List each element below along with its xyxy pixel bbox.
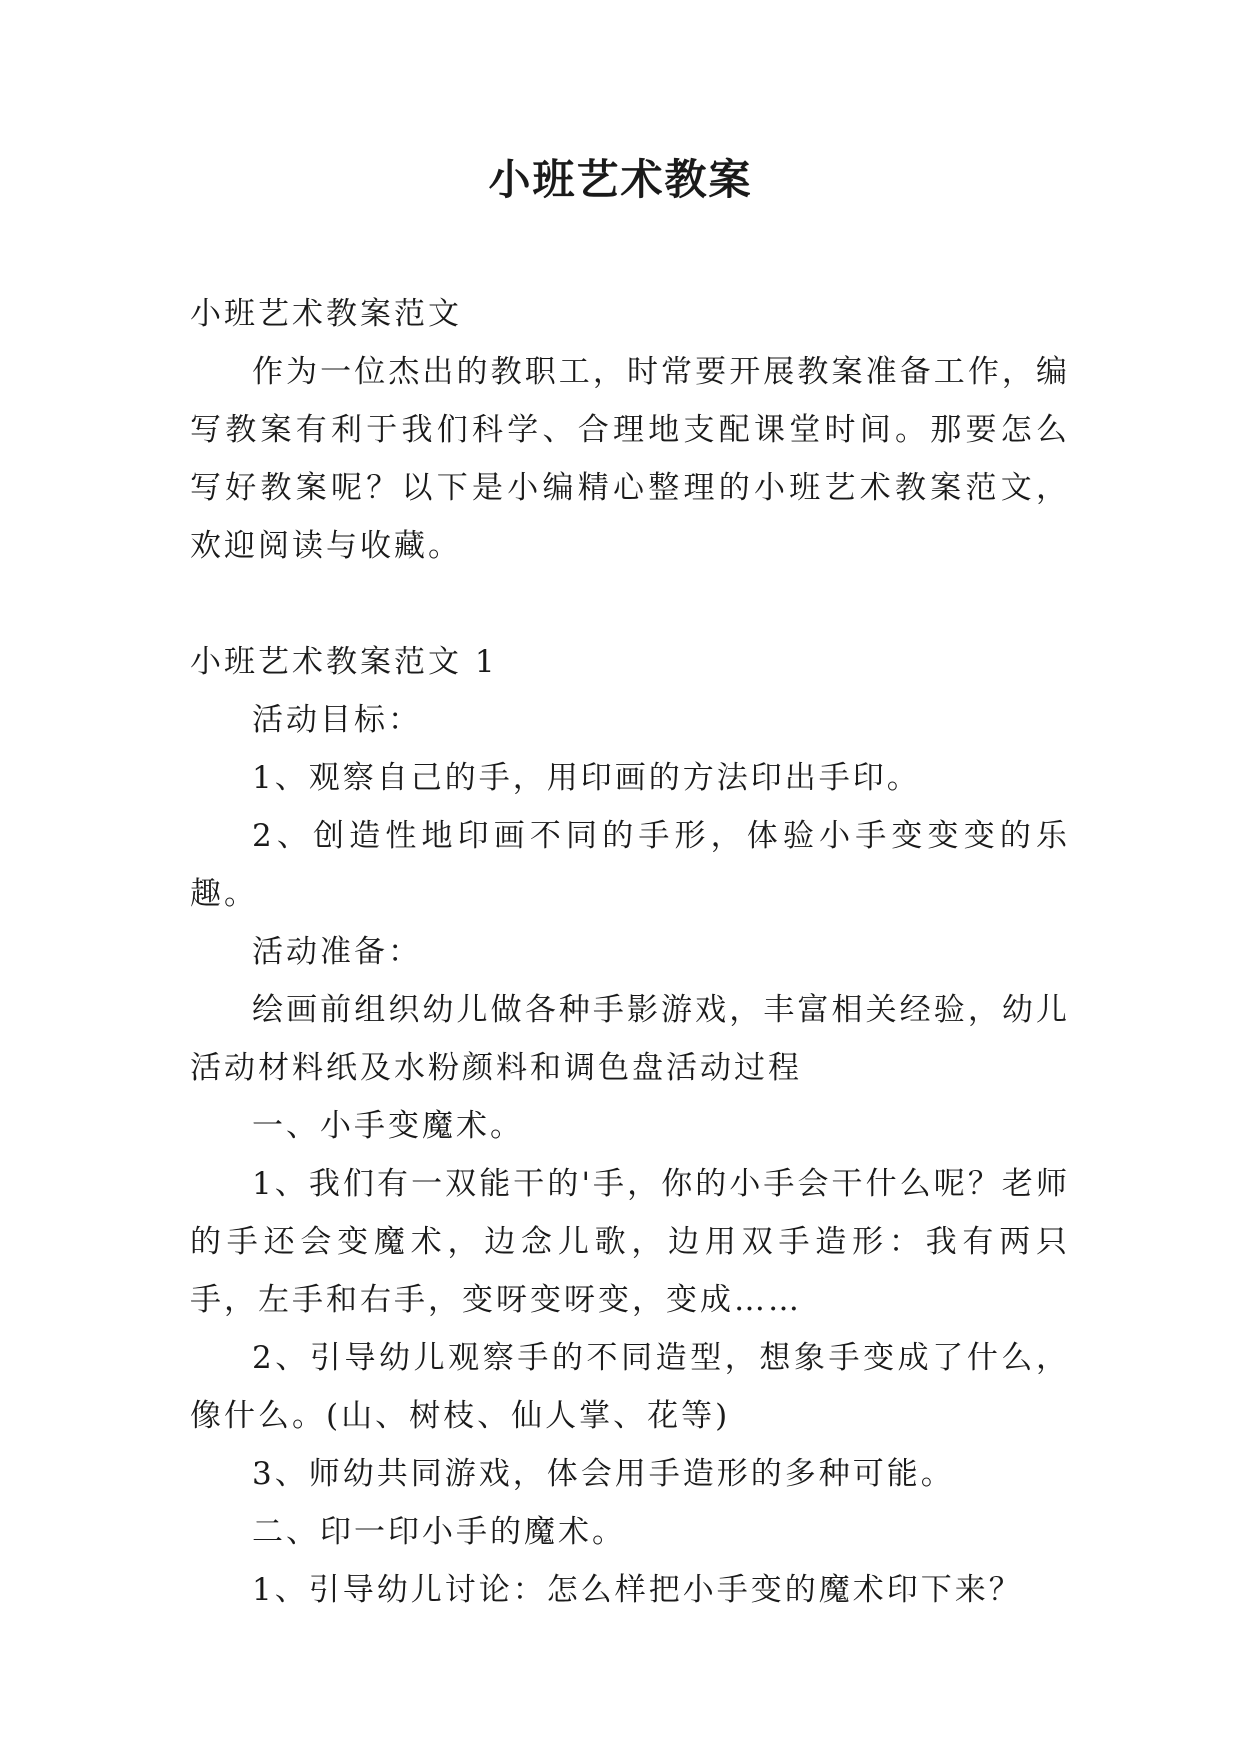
part1-item-3: 3、师幼共同游戏，体会用手造形的多种可能。: [252, 1456, 955, 1492]
goals-heading: 活动目标：: [252, 702, 422, 738]
part2-item-1: 1、引导幼儿讨论：怎么样把小手变的魔术印下来？: [252, 1572, 1023, 1608]
document-subtitle: 小班艺术教案范文: [190, 296, 462, 332]
goal-item-1: 1、观察自己的手，用印画的方法印出手印。: [252, 760, 921, 796]
section-heading: 小班艺术教案范文 1: [190, 644, 498, 680]
document-title: 小班艺术教案: [488, 155, 753, 204]
part1-item-2: 2、引导幼儿观察手的不同造型，想象手变成了什么，像什么。(山、树枝、仙人掌、花等): [190, 1340, 1070, 1434]
goal-item-2: 2、创造性地印画不同的手形，体验小手变变变的乐趣。: [190, 818, 1070, 912]
document-body: [190, 285, 1070, 1619]
prep-paragraph: 绘画前组织幼儿做各种手影游戏，丰富相关经验，幼儿活动材料纸及水粉颜料和调色盘活动过程: [190, 992, 1070, 1086]
prep-heading: 活动准备：: [252, 934, 422, 970]
intro-paragraph: 作为一位杰出的教职工，时常要开展教案准备工作，编写教案有利于我们科学、合理地支配课堂时间。那要怎么写好教案呢？以下是小编精心整理的小班艺术教案范文，欢迎阅读与收藏。: [190, 354, 1070, 564]
part1-heading: 一、小手变魔术。: [252, 1108, 524, 1144]
part1-item-1: 1、我们有一双能干的'手，你的小手会干什么呢？老师的手还会变魔术，边念儿歌，边用双手造形：我有两只手，左手和右手，变呀变呀变，变成……: [190, 1166, 1070, 1318]
part2-heading: 二、印一印小手的魔术。: [252, 1514, 626, 1550]
